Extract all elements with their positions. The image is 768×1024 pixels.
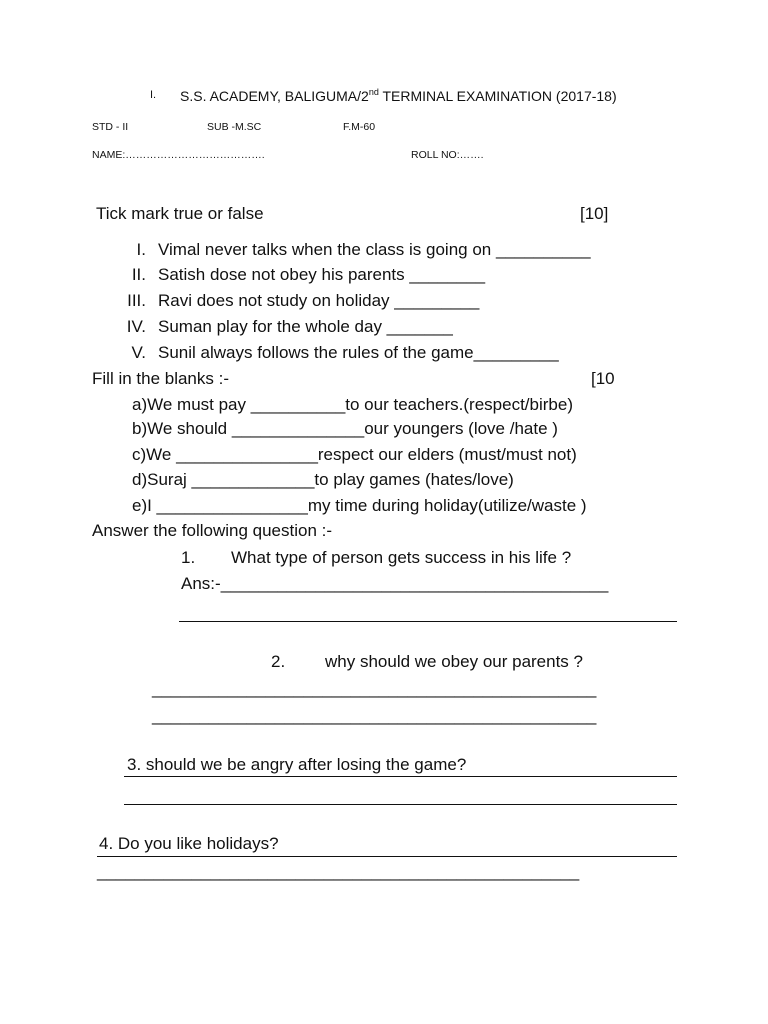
fill-blank-item: c)We _______________respect our elders (must/must not): [132, 445, 577, 464]
item-number: III.: [127, 291, 146, 310]
question-1-number: 1.: [181, 548, 196, 567]
name-field: NAME:………………………………….: [92, 149, 265, 161]
section-answer-title: Answer the following question :-: [92, 521, 333, 540]
item-number: V.: [131, 343, 146, 362]
item-number: II.: [131, 265, 146, 284]
full-marks-label: F.M-60: [343, 121, 376, 133]
section-true-false-title: Tick mark true or false: [96, 204, 264, 223]
section-fill-blanks-title: Fill in the blanks :-: [92, 369, 229, 388]
question-2-text: why should we obey our parents ?: [325, 652, 583, 671]
item-text: Suman play for the whole day _______: [158, 317, 453, 336]
question-3-rule: [124, 776, 677, 777]
std-label: STD - II: [92, 121, 129, 133]
roll-no-field: ROLL NO:…….: [411, 149, 484, 161]
fill-blank-item: d)Suraj _____________to play games (hates/love): [132, 470, 514, 489]
answer-4-line: ___________________________________________________: [97, 862, 580, 881]
item-number: IV.: [126, 317, 146, 336]
answer-2-line: _______________________________________________: [152, 706, 597, 725]
school-title-superscript: nd: [368, 87, 379, 97]
school-title-exam: TERMINAL EXAMINATION (2017-18): [378, 88, 617, 104]
answer-blank: _________________________________________: [220, 574, 609, 593]
question-4-rule: [97, 856, 677, 857]
school-title: [180, 87, 617, 104]
subject-label: SUB -M.SC: [207, 121, 262, 133]
fill-blank-item: b)We should ______________our youngers (love /hate ): [132, 419, 558, 438]
answer-1-rule: [179, 621, 677, 622]
item-text: Sunil always follows the rules of the game_________: [158, 343, 559, 362]
true-false-item: [122, 265, 485, 285]
true-false-item: [122, 343, 559, 363]
item-number: I.: [136, 240, 146, 259]
question-1-text: What type of person gets success in his life ?: [231, 548, 572, 567]
fill-blank-item: e)I ________________my time during holiday(utilize/waste ): [132, 496, 587, 515]
true-false-item: [122, 317, 453, 337]
answer-2-line: _______________________________________________: [152, 679, 597, 698]
school-title-main: S.S. ACADEMY, BALIGUMA/2: [180, 88, 369, 104]
question-3-text: 3. should we be angry after losing the game?: [127, 755, 467, 774]
answer-1-line: [181, 574, 608, 594]
section-true-false-marks: [10]: [580, 204, 609, 223]
answer-label: Ans:-: [181, 574, 221, 593]
question-2-number: 2.: [271, 652, 286, 671]
fill-blank-item: a)We must pay __________to our teachers.(respect/birbe): [132, 395, 573, 414]
true-false-item: [122, 291, 479, 311]
answer-3-rule: [124, 804, 677, 805]
item-text: Satish dose not obey his parents ________: [158, 265, 486, 284]
question-4-text: 4. Do you like holidays?: [99, 834, 279, 853]
header-roman-numeral: I.: [150, 89, 157, 101]
item-text: Vimal never talks when the class is going on __________: [158, 240, 591, 259]
true-false-item: [122, 240, 591, 260]
section-fill-blanks-marks: [10: [591, 369, 615, 388]
item-text: Ravi does not study on holiday _________: [158, 291, 480, 310]
